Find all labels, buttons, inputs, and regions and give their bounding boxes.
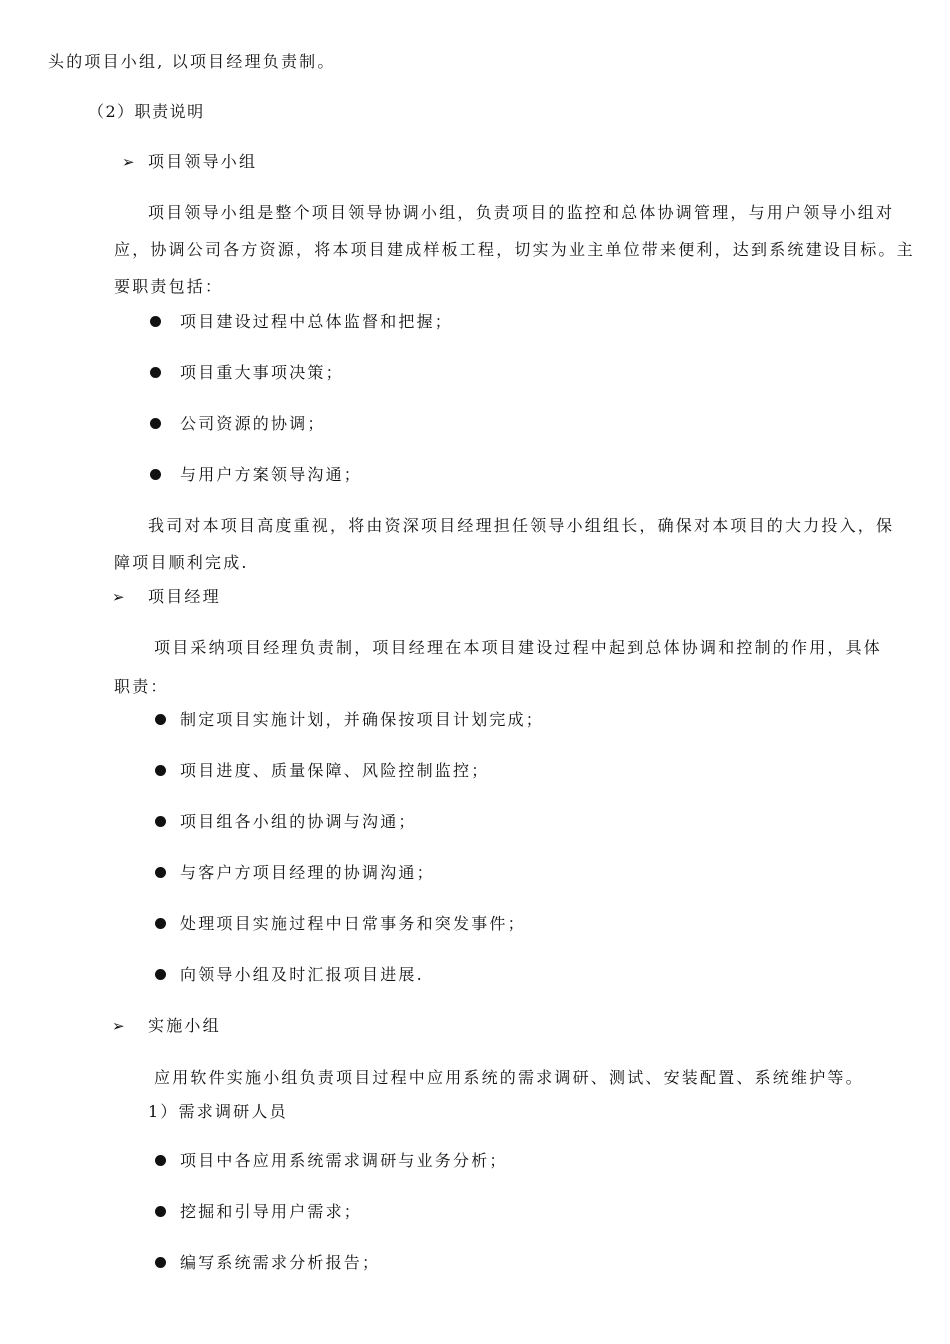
pm-bullet-4: 与客户方项目经理的协调沟通； xyxy=(180,863,435,882)
pm-bullet-1: 制定项目实施计划，并确保按项目计划完成； xyxy=(180,710,545,729)
bullet-dot-icon xyxy=(155,816,166,827)
pm-paragraph-line-2: 职责： xyxy=(114,677,169,696)
pm-bullet-2: 项目进度、质量保障、风险控制监控； xyxy=(180,761,490,780)
subsection-title-project-manager: 项目经理 xyxy=(148,587,221,606)
pm-bullet-3: 项目组各小组的协调与沟通； xyxy=(180,812,417,831)
bullet-dot-icon xyxy=(155,765,166,776)
leader-closing-line-2: 障项目顺利完成. xyxy=(114,553,249,572)
pm-bullet-5: 处理项目实施过程中日常事务和突发事件； xyxy=(180,914,526,933)
impl-paragraph: 应用软件实施小组负责项目过程中应用系统的需求调研、测试、安装配置、系统维护等。 xyxy=(154,1068,864,1087)
bullet-dot-icon xyxy=(150,469,161,480)
bullet-dot-icon xyxy=(155,1155,166,1166)
bullet-dot-icon xyxy=(150,418,161,429)
impl-bullet-3: 编写系统需求分析报告； xyxy=(180,1253,381,1272)
bullet-dot-icon xyxy=(150,316,161,327)
bullet-dot-icon xyxy=(155,918,166,929)
impl-sub-heading: 1）需求调研人员 xyxy=(148,1102,288,1121)
leader-bullet-4: 与用户方案领导沟通； xyxy=(180,465,363,484)
subsection-title-implementation-group: 实施小组 xyxy=(148,1016,221,1035)
impl-bullet-2: 挖掘和引导用户需求； xyxy=(180,1202,363,1221)
bullet-dot-icon xyxy=(155,1206,166,1217)
leader-bullet-3: 公司资源的协调； xyxy=(180,414,326,433)
section-heading: （2）职责说明 xyxy=(88,102,205,121)
paragraph-continuation: 头的项目小组, 以项目经理负责制。 xyxy=(48,52,336,71)
arrow-bullet-icon: ➢ xyxy=(122,153,135,171)
subsection-title-leader-group: 项目领导小组 xyxy=(148,152,258,171)
leader-paragraph-line-3: 要职责包括： xyxy=(114,277,224,296)
arrow-bullet-icon: ➢ xyxy=(112,1017,125,1035)
bullet-dot-icon xyxy=(155,1257,166,1268)
bullet-dot-icon xyxy=(155,867,166,878)
pm-bullet-6: 向领导小组及时汇报项目进展. xyxy=(180,965,424,984)
bullet-dot-icon xyxy=(155,969,166,980)
leader-paragraph-line-2: 应，协调公司各方资源，将本项目建成样板工程，切实为业主单位带来便利，达到系统建设目标。主 xyxy=(114,240,915,259)
leader-bullet-1: 项目建设过程中总体监督和把握； xyxy=(180,312,454,331)
bullet-dot-icon xyxy=(155,714,166,725)
bullet-dot-icon xyxy=(150,367,161,378)
leader-closing-line-1: 我司对本项目高度重视，将由资深项目经理担任领导小组组长，确保对本项目的大力投入，保 xyxy=(148,516,895,535)
leader-bullet-2: 项目重大事项决策； xyxy=(180,363,344,382)
impl-bullet-1: 项目中各应用系统需求调研与业务分析； xyxy=(180,1151,508,1170)
pm-paragraph-line-1: 项目采纳项目经理负责制，项目经理在本项目建设过程中起到总体协调和控制的作用，具体 xyxy=(154,638,883,657)
leader-paragraph-line-1: 项目领导小组是整个项目领导协调小组，负责项目的监控和总体协调管理，与用户领导小组对 xyxy=(148,203,895,222)
arrow-bullet-icon: ➢ xyxy=(112,588,125,606)
